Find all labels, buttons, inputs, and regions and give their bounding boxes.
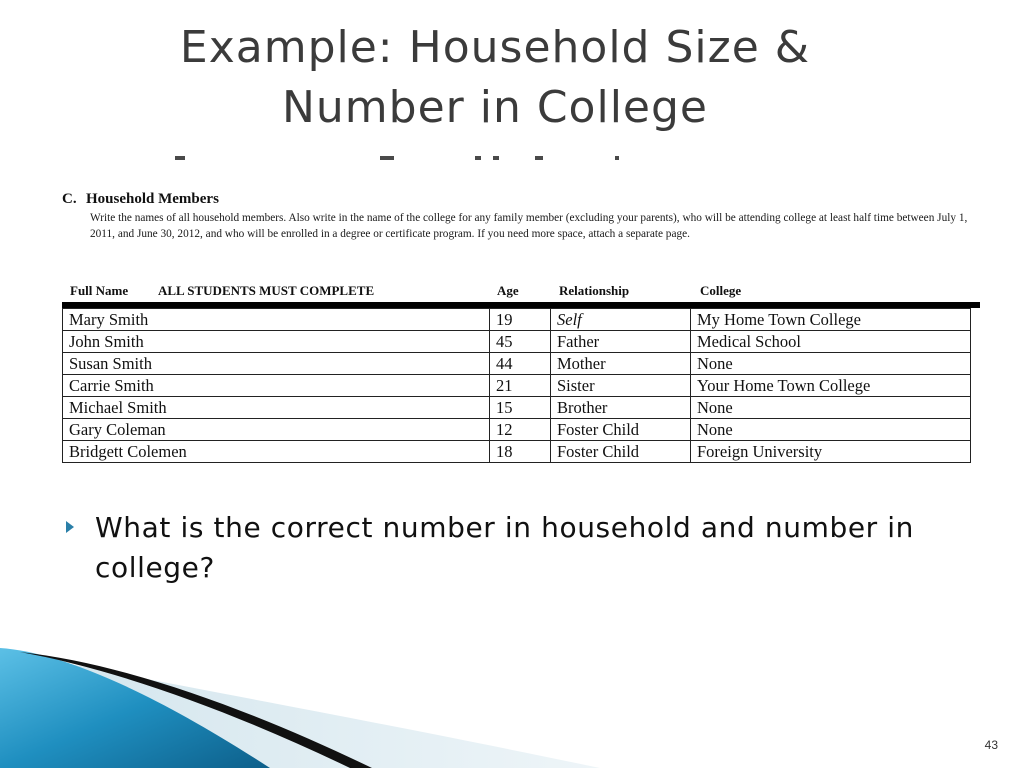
cell-age: 12 <box>490 419 551 441</box>
table-row <box>63 309 971 331</box>
cell-college: Foreign University <box>691 441 971 463</box>
cell-relationship: Brother <box>551 397 691 419</box>
cell-age: 21 <box>490 375 551 397</box>
triangle-bullet-icon <box>66 521 74 533</box>
scan-artifact <box>175 156 635 164</box>
column-headers <box>62 283 982 301</box>
slide-title <box>0 18 990 138</box>
decor-blue-wave <box>0 648 270 768</box>
column-header-age: Age <box>497 283 519 298</box>
decor-pale-band <box>60 662 600 768</box>
table-row <box>63 331 971 353</box>
table-row <box>63 353 971 375</box>
cell-college: My Home Town College <box>691 309 971 331</box>
decor-black-stripe <box>20 652 372 768</box>
cell-full-name: Michael Smith <box>63 397 490 419</box>
household-members-table <box>62 308 971 463</box>
cell-full-name: Gary Coleman <box>63 419 490 441</box>
slide-number: 43 <box>984 738 998 752</box>
cell-age: 15 <box>490 397 551 419</box>
section-instructions: Write the names of all household members. Also write in the name of the college for any family member (excluding your parents), who will be attending college at least half time between July 1, 2011, and June 30, 2012, and who will be enrolled in a degree or certificate program. If you need more space, attach a separate page. <box>90 212 968 240</box>
cell-full-name: Susan Smith <box>63 353 490 375</box>
cell-college: None <box>691 419 971 441</box>
household-members-form <box>62 190 982 461</box>
cell-relationship: Mother <box>551 353 691 375</box>
cell-full-name: John Smith <box>63 331 490 353</box>
cell-relationship: Self <box>551 309 691 331</box>
cell-relationship: Father <box>551 331 691 353</box>
section-letter: C. <box>62 191 77 207</box>
title-line-1: Example: Household Size & <box>179 22 811 73</box>
column-header-must-complete: ALL STUDENTS MUST COMPLETE <box>158 283 375 298</box>
cell-college: None <box>691 397 971 419</box>
cell-college: None <box>691 353 971 375</box>
cell-college: Your Home Town College <box>691 375 971 397</box>
cell-age: 19 <box>490 309 551 331</box>
cell-full-name: Mary Smith <box>63 309 490 331</box>
bullet-text: What is the correct number in household and number in college? <box>95 511 914 584</box>
table-row <box>63 419 971 441</box>
cell-age: 45 <box>490 331 551 353</box>
cell-college: Medical School <box>691 331 971 353</box>
cell-relationship: Foster Child <box>551 419 691 441</box>
title-line-2: Number in College <box>282 82 708 133</box>
cell-age: 44 <box>490 353 551 375</box>
cell-full-name: Bridgett Colemen <box>63 441 490 463</box>
table-row <box>63 397 971 419</box>
table-row <box>63 441 971 463</box>
column-header-relationship: Relationship <box>559 283 630 298</box>
column-header-full-name: Full Name <box>70 283 129 298</box>
table-row <box>63 375 971 397</box>
bullet-point <box>66 508 996 588</box>
section-heading <box>62 190 982 208</box>
column-header-college: College <box>700 283 742 298</box>
cell-age: 18 <box>490 441 551 463</box>
cell-relationship: Foster Child <box>551 441 691 463</box>
cell-relationship: Sister <box>551 375 691 397</box>
cell-full-name: Carrie Smith <box>63 375 490 397</box>
section-title: Household Members <box>86 191 219 207</box>
